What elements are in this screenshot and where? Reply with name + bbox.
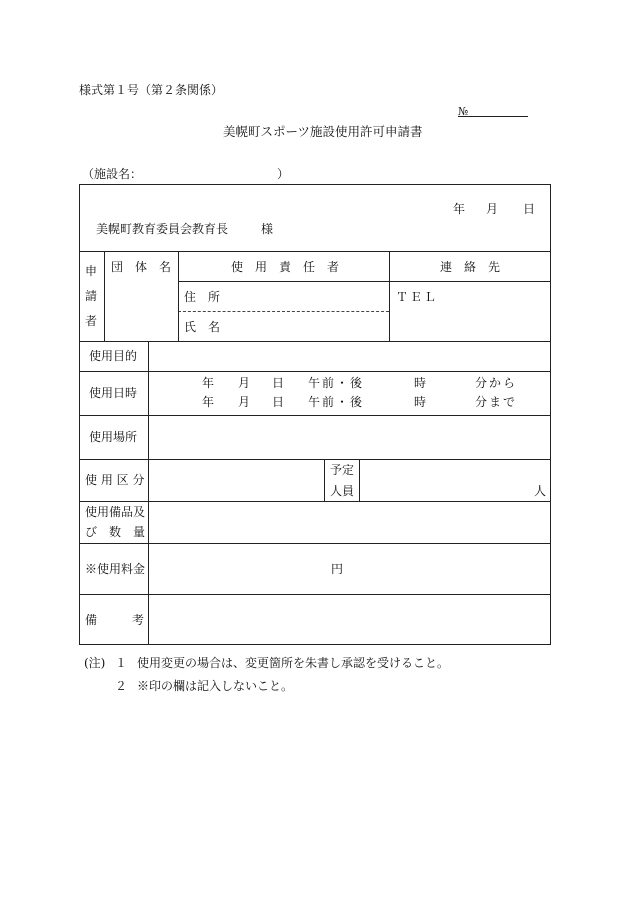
address-label: 住 所: [184, 290, 221, 304]
end-month: 月: [238, 395, 251, 409]
tel-label: ＴＥＬ: [396, 290, 439, 304]
number-field[interactable]: [458, 116, 528, 117]
date-year: 年: [453, 202, 466, 216]
end-hour: 時: [414, 395, 427, 409]
datetime-label: 使用日時: [89, 386, 138, 400]
start-day: 日: [272, 376, 285, 390]
equipment-field[interactable]: [149, 502, 549, 542]
facility-close-paren: ）: [277, 167, 290, 181]
facility-name-field[interactable]: [140, 164, 274, 182]
contact-label: 連 絡 先: [440, 260, 501, 274]
applicant-side-char: 請: [85, 289, 98, 303]
fee-label: ※使用料金: [85, 562, 146, 576]
people-unit: 人: [534, 484, 547, 498]
address-field[interactable]: [230, 282, 388, 310]
expected-people-label-1: 予定: [330, 463, 355, 477]
end-year: 年: [202, 395, 215, 409]
expected-people-label-2: 人員: [330, 484, 355, 498]
place-field[interactable]: [149, 416, 549, 458]
place-label: 使用場所: [89, 430, 138, 444]
equipment-label-1: 使用備品及: [85, 505, 146, 519]
start-minute: 分から: [475, 376, 518, 390]
end-minute: 分まで: [475, 395, 518, 409]
facility-label: （施設名：: [82, 167, 143, 181]
note-number: １: [115, 656, 128, 670]
row-divider: [80, 251, 550, 252]
application-form-table: [79, 184, 551, 645]
col-divider: [389, 251, 390, 341]
group-name-field[interactable]: [105, 282, 177, 340]
responsible-person-label: 使 用 責 任 者: [231, 260, 340, 274]
start-year: 年: [202, 376, 215, 390]
purpose-field[interactable]: [149, 342, 549, 370]
start-ampm: 午前・後: [308, 376, 365, 390]
notes-prefix: (注): [84, 656, 106, 670]
end-ampm: 午前・後: [308, 395, 365, 409]
group-name-label: 団 体 名: [111, 260, 172, 274]
name-label: 氏 名: [184, 320, 221, 334]
number-label: №: [458, 105, 469, 118]
remarks-label-1: 備: [85, 613, 98, 627]
start-hour: 時: [414, 376, 427, 390]
date-day: 日: [523, 202, 536, 216]
tel-field[interactable]: [430, 282, 548, 340]
applicant-side-char: 申: [85, 264, 98, 278]
note-text: 使用変更の場合は、変更箇所を朱書し承認を受けること。: [137, 656, 450, 670]
expected-people-field[interactable]: [360, 460, 530, 500]
end-day: 日: [272, 395, 285, 409]
date-month: 月: [486, 202, 499, 216]
honorific: 様: [261, 222, 274, 236]
note-text: ※印の欄は記入しないこと。: [137, 679, 294, 693]
row-divider: [80, 371, 550, 372]
name-field[interactable]: [230, 312, 388, 340]
category-field[interactable]: [149, 460, 323, 500]
addressee: 美幌町教育委員会教育長: [96, 222, 229, 236]
category-label: 使 用 区 分: [85, 473, 145, 487]
col-divider: [178, 251, 179, 341]
fee-field[interactable]: [149, 544, 549, 593]
remarks-field[interactable]: [149, 595, 549, 644]
equipment-label-2: び 数 量: [85, 525, 146, 539]
applicant-side-char: 者: [85, 314, 98, 328]
col-divider: [324, 459, 325, 501]
purpose-label: 使用目的: [89, 349, 138, 363]
form-number: 様式第１号（第２条関係）: [79, 83, 224, 97]
start-month: 月: [238, 376, 251, 390]
remarks-label-2: 考: [132, 613, 145, 627]
note-number: ２: [115, 679, 128, 693]
fee-unit: 円: [331, 562, 344, 576]
page-title: 美幌町スポーツ施設使用許可申請書: [223, 124, 423, 139]
